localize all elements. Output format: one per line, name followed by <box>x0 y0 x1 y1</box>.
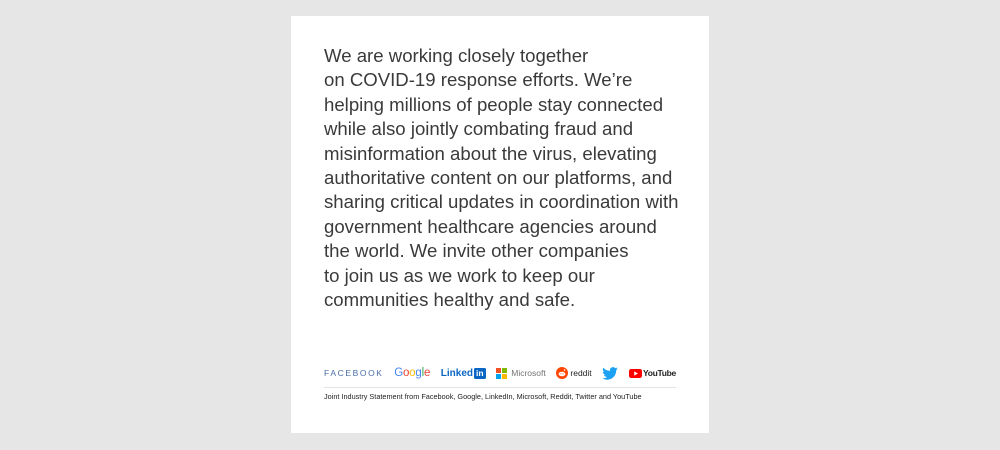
microsoft-squares-icon <box>496 368 507 379</box>
facebook-logo <box>324 368 384 378</box>
partner-logos <box>324 362 676 384</box>
google-letter: e <box>423 367 431 379</box>
youtube-logo <box>629 368 676 378</box>
google-logo <box>394 367 430 379</box>
statement-line: sharing critical updates in coordination with <box>324 191 679 213</box>
statement-line: We are working closely together <box>324 45 589 66</box>
microsoft-wordmark: Microsoft <box>511 368 546 378</box>
google-letter: G <box>394 367 403 379</box>
microsoft-logo <box>496 368 545 379</box>
statement-line: helping millions of people stay connected <box>324 93 664 115</box>
google-letter: g <box>415 367 422 379</box>
statement-text <box>324 44 694 312</box>
linkedin-in-icon: in <box>476 367 484 378</box>
statement-line: on COVID-19 response efforts. We’re <box>324 69 633 91</box>
statement-line: government healthcare agencies around <box>324 215 657 237</box>
divider <box>324 387 676 388</box>
statement-line: while also jointly combating fraud and <box>324 118 634 140</box>
facebook-wordmark: FACEBOOK <box>324 368 384 378</box>
google-letter: l <box>421 367 424 379</box>
statement-line: authoritative content on our platforms, and <box>324 167 673 189</box>
reddit-wordmark: reddit <box>570 368 592 378</box>
twitter-logo <box>602 367 618 380</box>
statement-line: communities healthy and safe. <box>324 289 576 311</box>
statement-line: to join us as we work to keep our <box>324 264 595 286</box>
reddit-logo <box>556 367 591 379</box>
google-letter: o <box>402 367 410 379</box>
google-letter: o <box>409 367 416 379</box>
reddit-alien-icon <box>556 367 568 379</box>
caption: Joint Industry Statement from Facebook, Google, LinkedIn, Microsoft, Reddit, Twitter and YouTube <box>324 392 642 401</box>
statement-card <box>291 16 709 433</box>
linkedin-logo <box>441 368 486 379</box>
youtube-wordmark: YouTube <box>642 368 676 378</box>
youtube-play-icon <box>629 369 642 378</box>
statement-line: the world. We invite other companies <box>324 240 629 262</box>
statement-line: misinformation about the virus, elevating <box>324 142 657 164</box>
twitter-bird-icon <box>602 367 618 380</box>
linkedin-wordmark: Linked <box>440 367 474 379</box>
